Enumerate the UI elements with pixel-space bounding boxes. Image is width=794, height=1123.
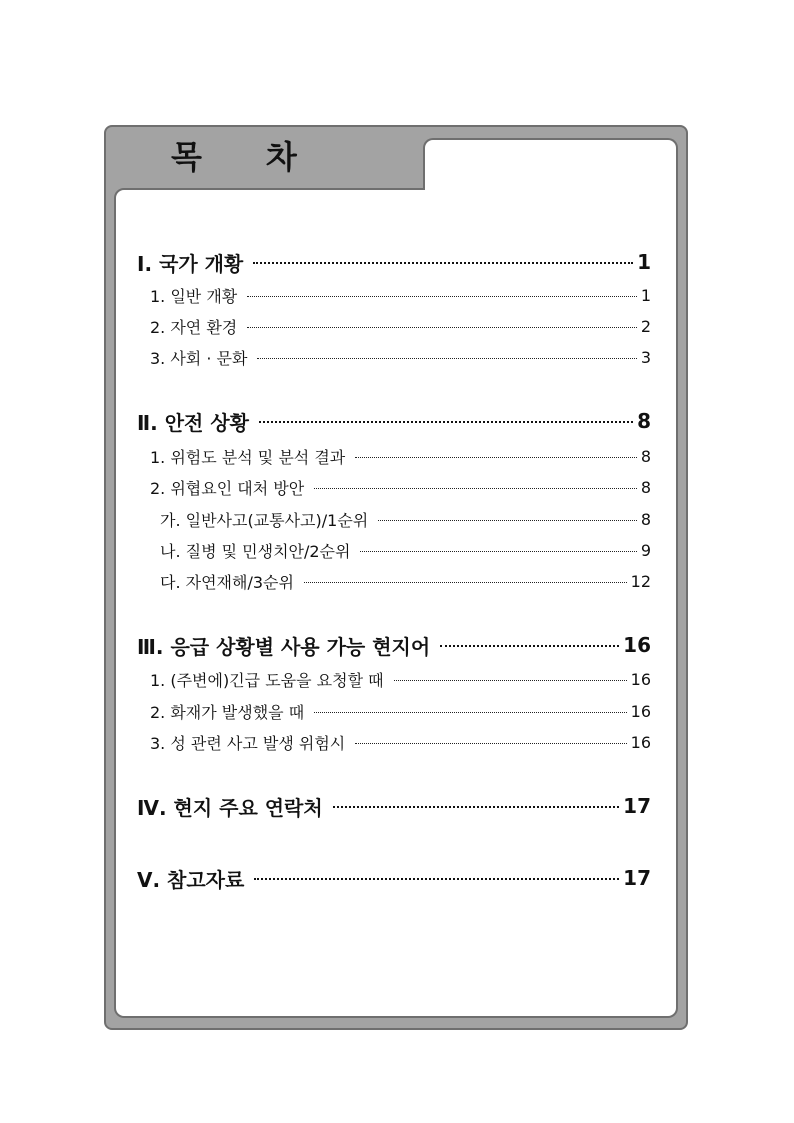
toc-subsection-2-2-1[interactable]: 가. 일반사고(교통사고)/1순위 8 [160,509,651,530]
toc-chapter-2[interactable]: Ⅱ. 안전 상황 8 [137,409,651,435]
page-number: 8 [640,509,651,529]
dot-leader [254,878,619,880]
page-number: 1 [637,250,651,274]
dot-leader [378,520,637,521]
page-number: 8 [640,477,651,497]
dot-leader [314,488,637,489]
dot-leader [355,743,626,744]
page-number: 17 [623,794,651,818]
toc-section-1-2[interactable]: 2. 자연 환경 2 [150,316,651,337]
page-number: 17 [623,866,651,890]
page-title: 목 차 [171,138,297,176]
page-number: 16 [630,669,651,689]
page-number: 8 [640,446,651,466]
dot-leader [440,645,619,647]
page-number: 9 [640,540,651,560]
dot-leader [394,680,627,681]
dot-leader [253,262,633,264]
page-number: 2 [640,316,651,336]
page-number: 1 [640,285,651,305]
page-number: 16 [630,732,651,752]
dot-leader [304,582,627,583]
toc-section-3-2[interactable]: 2. 화재가 발생했을 때 16 [150,701,651,722]
toc-chapter-4[interactable]: Ⅳ. 현지 주요 연락처 17 [137,794,651,820]
dot-leader [314,712,626,713]
page-number: 16 [623,633,651,657]
toc-section-1-1[interactable]: 1. 일반 개황 1 [150,285,651,306]
dot-leader [360,551,636,552]
toc-subsection-2-2-2[interactable]: 나. 질병 및 민생치안/2순위 9 [160,540,651,561]
toc-chapter-3[interactable]: Ⅲ. 응급 상황별 사용 가능 현지어 16 [137,633,651,659]
toc-chapter-1[interactable]: Ⅰ. 국가 개황 1 [137,250,651,276]
toc-section-3-1[interactable]: 1. (주변에)긴급 도움을 요청할 때 16 [150,669,651,690]
page-number: 16 [630,701,651,721]
dot-leader [355,457,637,458]
page-number: 8 [637,409,651,433]
dot-leader [247,327,637,328]
toc-section-2-2[interactable]: 2. 위협요인 대처 방안 8 [150,477,651,498]
page-number: 12 [630,571,651,591]
dot-leader [247,296,637,297]
toc-section-1-3[interactable]: 3. 사회 · 문화 3 [150,347,651,368]
paper-join [425,186,676,216]
dot-leader [333,806,619,808]
dot-leader [257,358,636,359]
dot-leader [259,421,633,423]
toc-chapter-5[interactable]: Ⅴ. 참고자료 17 [137,866,651,892]
toc-section-3-3[interactable]: 3. 성 관련 사고 발생 위험시 16 [150,732,651,753]
toc-subsection-2-2-3[interactable]: 다. 자연재해/3순위 12 [160,571,651,592]
toc-section-2-1[interactable]: 1. 위험도 분석 및 분석 결과 8 [150,446,651,467]
page-number: 3 [640,347,651,367]
